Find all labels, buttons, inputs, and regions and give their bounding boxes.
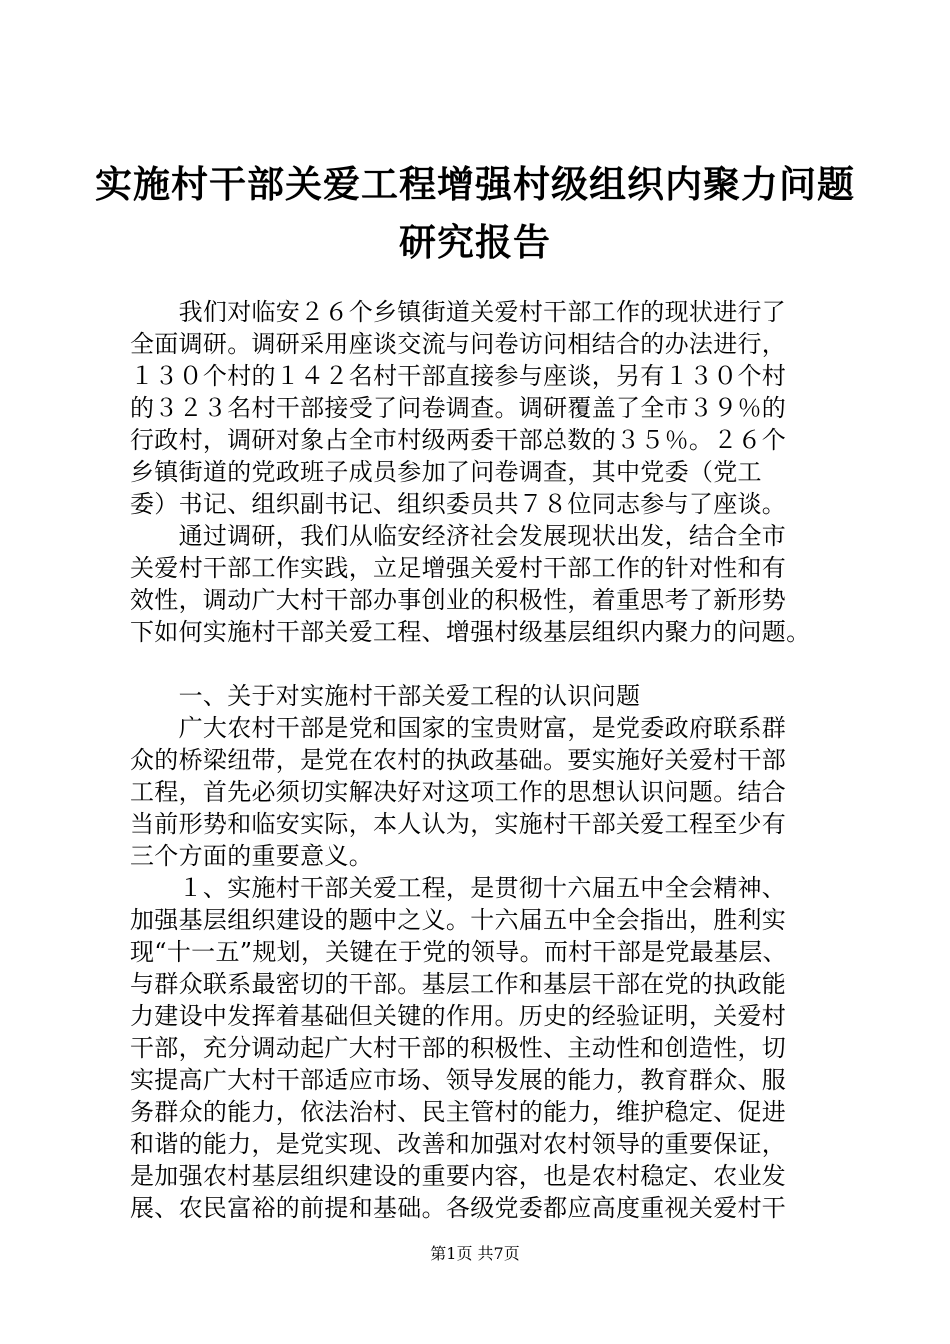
body-line: 关爱村干部工作实践，立足增强关爱村干部工作的针对性和有 — [130, 554, 787, 582]
body-line: 通过调研，我们从临安经济社会发展现状出发，结合全市 — [130, 522, 787, 550]
body-line: 当前形势和临安实际，本人认为，实施村干部关爱工程至少有 — [130, 810, 787, 838]
body-line: 是加强农村基层组织建设的重要内容，也是农村稳定、农业发 — [130, 1162, 787, 1190]
page-footer: 第1页 共7页 — [430, 1244, 520, 1263]
body-line: 广大农村干部是党和国家的宝贵财富，是党委政府联系群 — [130, 714, 787, 742]
body-line: 效性，调动广大村干部办事创业的积极性，着重思考了新形势 — [130, 586, 787, 614]
body-line: １３０个村的１４２名村干部直接参与座谈，另有１３０个村 — [130, 362, 787, 390]
body-line: 与群众联系最密切的干部。基层工作和基层干部在党的执政能 — [130, 970, 787, 998]
body-line: 干部，充分调动起广大村干部的积极性、主动性和创造性，切 — [130, 1034, 787, 1062]
body-line: 加强基层组织建设的题中之义。十六届五中全会指出，胜利实 — [130, 906, 787, 934]
body-line: 和谐的能力，是党实现、改善和加强对农村领导的重要保证， — [130, 1130, 787, 1158]
body-line: 务群众的能力，依法治村、民主管村的能力，维护稳定、促进 — [130, 1098, 787, 1126]
body-line: 下如何实施村干部关爱工程、增强村级基层组织内聚力的问题。 — [130, 618, 811, 646]
body-line: 我们对临安２６个乡镇街道关爱村干部工作的现状进行了 — [130, 298, 787, 326]
body-line: 工程，首先必须切实解决好对这项工作的思想认识问题。结合 — [130, 778, 787, 806]
document-title-line-1: 实施村干部关爱工程增强村级组织内聚力问题 — [95, 162, 855, 206]
blank-line — [130, 648, 830, 680]
body-line: 展、农民富裕的前提和基础。各级党委都应高度重视关爱村干 — [130, 1194, 787, 1222]
body-line: 委）书记、组织副书记、组织委员共７８位同志参与了座谈。 — [130, 490, 787, 518]
body-line: 实提高广大村干部适应市场、领导发展的能力，教育群众、服 — [130, 1066, 787, 1094]
body-line: 三个方面的重要意义。 — [130, 842, 373, 870]
body-line: １、实施村干部关爱工程，是贯彻十六届五中全会精神、 — [130, 874, 787, 902]
body-line: 乡镇街道的党政班子成员参加了问卷调查，其中党委（党工 — [130, 458, 762, 486]
body-line: 众的桥梁纽带，是党在农村的执政基础。要实施好关爱村干部 — [130, 746, 787, 774]
body-line: 一、关于对实施村干部关爱工程的认识问题 — [130, 682, 641, 710]
document-title-line-2: 研究报告 — [399, 220, 551, 264]
body-line: 现“十一五”规划，关键在于党的领导。而村干部是党最基层、 — [130, 938, 787, 966]
body-line: 全面调研。调研采用座谈交流与问卷访问相结合的办法进行， — [130, 330, 787, 358]
document-body — [130, 296, 830, 1224]
body-line: 力建设中发挥着基础但关键的作用。历史的经验证明，关爱村 — [130, 1002, 787, 1030]
body-line: 行政村，调研对象占全市村级两委干部总数的３５％。２６个 — [130, 426, 787, 454]
body-line: 的３２３名村干部接受了问卷调查。调研覆盖了全市３９％的 — [130, 394, 787, 422]
